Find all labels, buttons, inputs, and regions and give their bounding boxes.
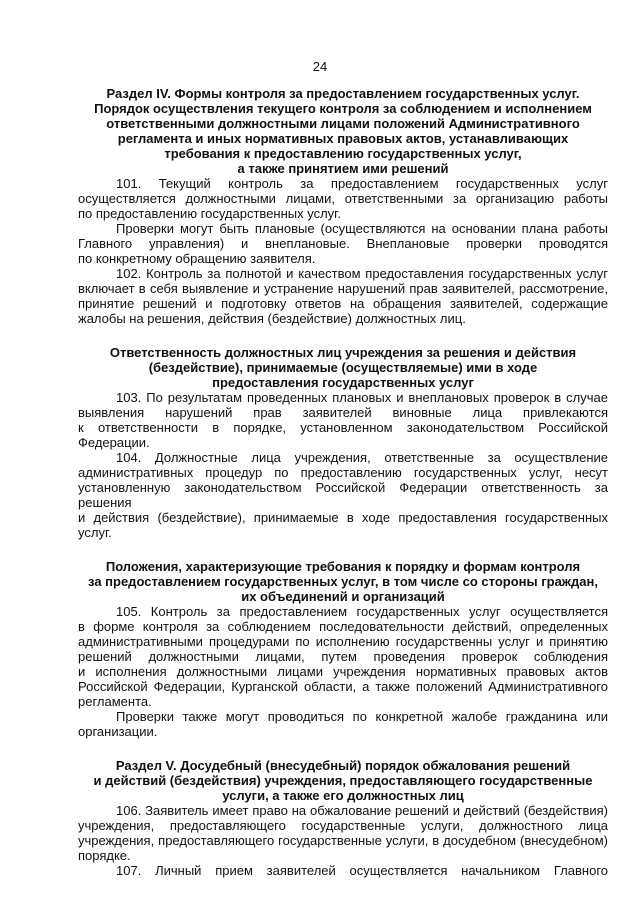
paragraph-line: включает в себя выявление и устранение нарушений прав заявителей, рассмотрение,	[78, 281, 608, 296]
heading-line: Положения, характеризующие требования к порядку и формам контроля	[105, 559, 581, 574]
heading-line: услуги, а также его должностных лиц	[222, 788, 464, 803]
paragraph-line: и исполнения должностными лицами учреждения нормативных правовых актов	[78, 664, 608, 679]
paragraph-line: 105. Контроль за предоставлением государственных услуг осуществляется	[116, 604, 608, 619]
paragraph-line: административными процедурами по исполнению государственны услуг и принятию	[78, 634, 608, 649]
paragraph-line: осуществляется должностными лицами, ответственными за организацию работы	[78, 191, 608, 206]
paragraph-line: решений должностными лицами, путем проведения проверок соблюдения	[78, 649, 608, 664]
heading-line: ответственными должностными лицами положений Административного	[106, 116, 580, 131]
paragraph-line: и действия (бездействие), принимаемые в ходе предоставления государственных услуг.	[78, 510, 608, 540]
page-number: 24	[312, 59, 328, 74]
paragraph-line: Федерации.	[78, 435, 150, 450]
heading-line: регламента и иных нормативных правовых актов, устанавливающих	[117, 131, 569, 146]
paragraph-line: 103. По результатам проведенных плановых и внеплановых проверок в случае	[116, 390, 608, 405]
paragraph-line: жалобы на решения, действия (бездействие) должностных лиц.	[78, 311, 466, 326]
paragraph-line: Проверки могут быть плановые (осуществляются на основании плана работы	[116, 221, 608, 236]
paragraph	[78, 176, 608, 221]
heading-line: Раздел IV. Формы контроля за предоставлением государственных услуг.	[106, 86, 580, 101]
heading-line: Раздел V. Досудебный (внесудебный) порядок обжалования решений	[115, 758, 571, 773]
paragraph-line: установленную законодательством Российской Федерации ответственность за решения	[78, 480, 608, 510]
paragraph	[78, 863, 608, 878]
paragraph	[78, 390, 608, 450]
paragraph-line: Проверки также могут проводиться по конкретной жалобе гражданина или	[116, 709, 608, 724]
paragraph-line: 102. Контроль за полнотой и качеством предоставления государственных услуг	[116, 266, 608, 281]
paragraph-line: Главного управления) и внеплановые. Внеплановые проверки проводятся	[78, 236, 608, 251]
paragraph	[78, 450, 608, 540]
paragraph	[78, 803, 608, 863]
heading-line: их объединений и организаций	[241, 589, 445, 604]
heading-line: требования к предоставлению государственных услуг,	[164, 146, 522, 161]
paragraph	[78, 266, 608, 326]
section-heading	[78, 758, 608, 803]
document-body	[78, 86, 608, 878]
paragraph-line: выявления нарушений прав заявителей виновные лица привлекаются	[78, 405, 608, 420]
paragraph-line: 101. Текущий контроль за предоставлением государственных услуг	[116, 176, 608, 191]
paragraph-line: по конкретному обращению заявителя.	[78, 251, 316, 266]
paragraph-line: организации.	[78, 724, 158, 739]
heading-line: за предоставлением государственных услуг, в том числе со стороны граждан,	[88, 574, 598, 589]
paragraph-line: учреждения, предоставляющего государственные услуги, должностного лица	[78, 818, 608, 833]
heading-line: а также принятием ими решений	[237, 161, 449, 176]
paragraph-line: регламента.	[78, 694, 152, 709]
heading-line: предоставления государственных услуг	[212, 375, 474, 390]
section-heading	[78, 345, 608, 390]
paragraph	[78, 221, 608, 266]
paragraph-line: принятие решений и подготовку ответов на обращения заявителей, содержащие	[78, 296, 608, 311]
heading-line: и действий (бездействия) учреждения, предоставляющего государственные	[93, 773, 593, 788]
paragraph-line: к ответственности в порядке, установленном законодательством Российской	[78, 420, 608, 435]
paragraph	[78, 604, 608, 709]
section-heading	[78, 559, 608, 604]
paragraph-line: порядке.	[78, 848, 131, 863]
heading-line: Ответственность должностных лиц учреждения за решения и действия	[109, 345, 577, 360]
paragraph-line: 106. Заявитель имеет право на обжалование решений и действий (бездействия)	[116, 803, 608, 818]
paragraph-line: учреждения, предоставляющего государственные услуги, в досудебном (внесудебном)	[78, 833, 608, 848]
heading-line: Порядок осуществления текущего контроля за соблюдением и исполнением	[94, 101, 592, 116]
paragraph-line: 107. Личный прием заявителей осуществляется начальником Главного	[116, 863, 608, 878]
section-heading	[78, 86, 608, 176]
paragraph-line: административных процедур по предоставлению государственных услуг, несут	[78, 465, 608, 480]
paragraph-line: Российской Федерации, Курганской области, а также положений Административного	[78, 679, 608, 694]
paragraph-line: в форме контроля за соблюдением последовательности действий, определенных	[78, 619, 608, 634]
paragraph	[78, 709, 608, 739]
paragraph-line: 104. Должностные лица учреждения, ответственные за осуществление	[116, 450, 608, 465]
paragraph-line: по предоставлению государственных услуг.	[78, 206, 341, 221]
heading-line: (бездействие), принимаемые (осуществляемые) ими в ходе	[148, 360, 538, 375]
